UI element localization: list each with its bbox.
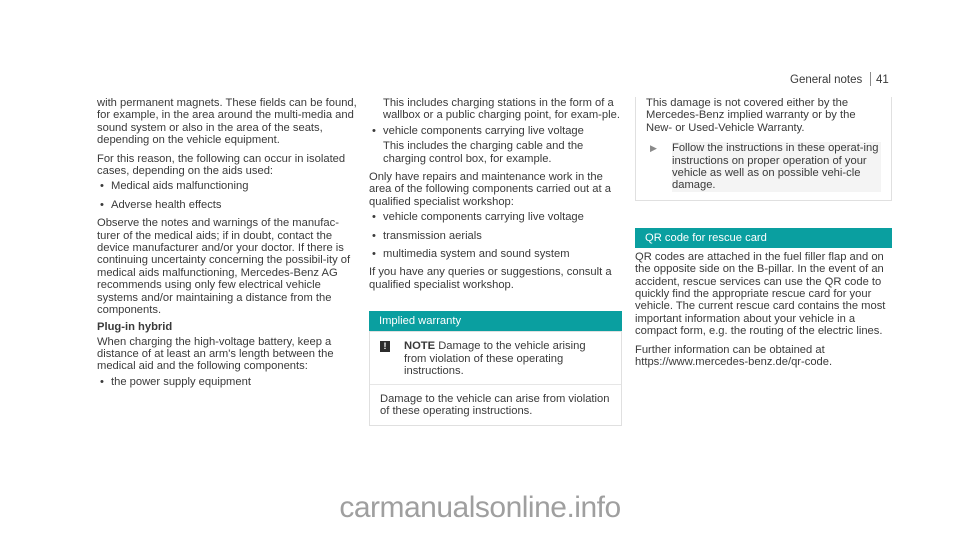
implied-warranty-title: Implied warranty <box>369 311 622 331</box>
header-divider <box>870 72 871 86</box>
note-text <box>404 340 611 377</box>
bullet-list-components <box>97 376 359 388</box>
list-item: • vehicle components carrying live voltage <box>369 211 622 223</box>
instruction-text: Follow the instructions in these operat-ing instructions on proper operation of your vehicle as well as on possible vehi-cle damage. <box>672 142 881 192</box>
implied-warranty-section <box>369 311 622 426</box>
paragraph-repairs: Only have repairs and maintenance work in the area of the following components carried out at a qualified specialist workshop: <box>369 171 611 208</box>
warning-icon: ! <box>380 341 390 352</box>
warranty-note-row <box>370 332 621 384</box>
section-title: General notes <box>790 74 863 86</box>
list-item: • multimedia system and sound system <box>369 248 622 260</box>
column-2 <box>369 97 622 426</box>
paragraph-charging: When charging the high-voltage battery, keep a distance of at least an arm's length between the medical aid and the following components: <box>97 335 334 373</box>
watermark: carmanualsonline.info <box>339 491 621 524</box>
note-label: NOTE <box>404 340 436 353</box>
paragraph-observe: Observe the notes and warnings of the manufac-turer of the medical aids; if in doubt, contact the device manufacturer and/or your doctor. If there is continuing uncertainty concerning the possibil-ity of medical aids malfunctioning, Mercedes-Benz AG recommends using only few electrical vehicle systems and/or maintaining a distance from the components. <box>97 217 351 317</box>
warranty-body: Damage to the vehicle can arise from violation of these operating instructions. <box>380 392 610 417</box>
paragraph-charging-stations: This includes charging stations in the form of a wallbox or a public charging point, for exam-ple. <box>383 97 620 122</box>
warranty-note-box <box>369 331 622 426</box>
paragraph-magnets: with permanent magnets. These fields can be found, for example, in the area around the multi-media and sound system or also in the area of the seats, depending on the vehicle equipment. <box>97 97 357 147</box>
qr-code-section <box>635 228 892 369</box>
warranty-continuation-box <box>635 97 892 201</box>
list-item: • the power supply equipment <box>97 376 359 388</box>
paragraph-qr-codes: QR codes are attached in the fuel filler flap and on the opposite side on the B-pillar. In the event of an accident, rescue services can use the QR code to quickly find the appropriate rescue card for your vehicle. The current rescue card contains the most important information about your vehicle in a compact form, e.g. the routing of the electric lines. <box>635 250 886 338</box>
bullet-list-live-voltage <box>369 125 622 137</box>
paragraph-isolated-cases: For this reason, the following can occur in isolated cases, depending on the aids used: <box>97 152 346 178</box>
list-item: • transmission aerials <box>369 230 622 242</box>
heading-plug-in-hybrid: Plug-in hybrid <box>97 320 173 333</box>
note-content: Damage to the vehicle arising from violation of these operating instructions. <box>404 340 586 378</box>
list-item: • Adverse health effects <box>97 199 359 211</box>
bullet-list-effects <box>97 180 359 211</box>
arrow-right-icon: ▶ <box>650 143 657 154</box>
bullet-list-repair-components <box>369 211 622 260</box>
column-3 <box>635 97 892 369</box>
coverage-text: This damage is not covered either by the Mercedes-Benz implied warranty or by the New- or Used-Vehicle Warranty. <box>646 97 856 134</box>
column-1 <box>97 97 359 394</box>
paragraph-charging-cable: This includes the charging cable and the charging control box, for example. <box>383 140 584 165</box>
list-item: • vehicle components carrying live voltage <box>369 125 622 137</box>
instruction-row <box>646 142 881 192</box>
paragraph-further-info: Further information can be obtained at https://www.mercedes-benz.de/qr-code. <box>635 343 833 369</box>
paragraph-queries: If you have any queries or suggestions, consult a qualified specialist workshop. <box>369 266 612 291</box>
page-number: 41 <box>876 74 889 86</box>
list-item: • Medical aids malfunctioning <box>97 180 359 192</box>
qr-code-title: QR code for rescue card <box>635 228 892 248</box>
warranty-continuation <box>636 97 891 200</box>
